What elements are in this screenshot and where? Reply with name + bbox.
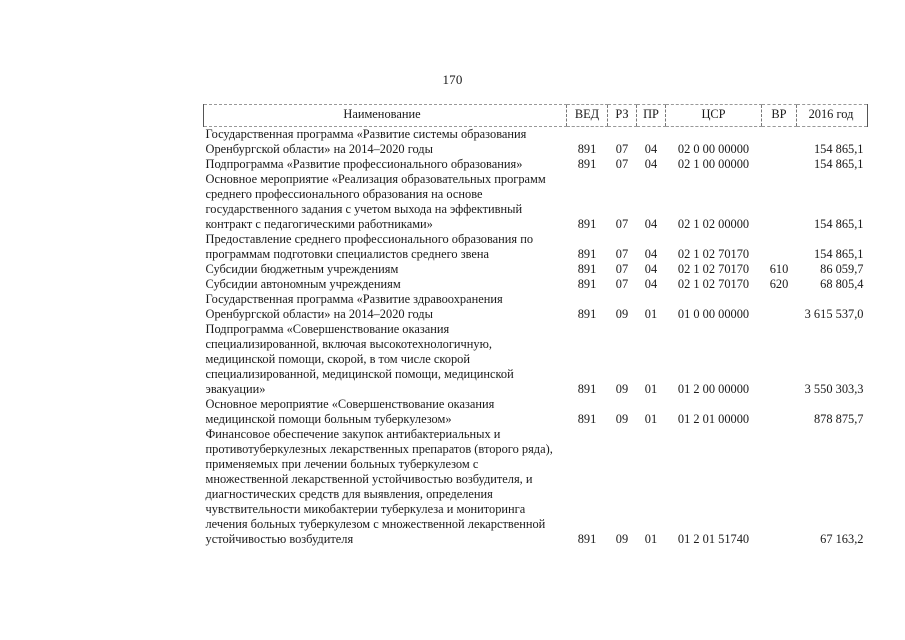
row-name: Основное мероприятие «Совершенствование оказания медицинской помощи больным туберкулезом» [205, 397, 495, 426]
row-pr: 01 [644, 412, 658, 426]
row-csr: 02 1 02 70170 [677, 277, 750, 291]
row-csr: 01 2 01 00000 [677, 412, 750, 426]
row-csr: 01 0 00 00000 [677, 307, 750, 321]
row-vr [762, 127, 797, 158]
table-row [204, 232, 868, 262]
row-vr [762, 172, 797, 232]
header-rz: РЗ [608, 105, 637, 127]
row-pr: 04 [644, 277, 658, 291]
row-name: Подпрограмма «Совершенствование оказания специализированной, включая высокотехнологичную, медицинской помощи, скорой, в том числе скорой специализированной, медицинской помощи, медицинской эвакуации» [205, 322, 514, 396]
row-rz: 07 [615, 157, 629, 171]
header-row [204, 105, 868, 127]
row-pr: 01 [644, 307, 658, 321]
budget-table [203, 104, 868, 547]
row-rz: 07 [615, 217, 629, 231]
row-rz: 07 [615, 247, 629, 261]
header-pr: ПР [637, 105, 666, 127]
row-csr: 02 1 00 00000 [677, 157, 750, 171]
row-vr [762, 232, 797, 262]
row-rz: 07 [615, 277, 629, 291]
table-body [204, 127, 868, 548]
row-amount: 86 059,7 [820, 262, 864, 276]
row-vr [762, 427, 797, 547]
row-amount: 67 163,2 [820, 532, 864, 546]
row-csr: 01 2 00 00000 [677, 382, 750, 396]
row-pr: 04 [644, 217, 658, 231]
row-amount: 878 875,7 [813, 412, 864, 426]
row-amount: 154 865,1 [813, 247, 864, 261]
row-name: Субсидии автономным учреждениям [205, 277, 401, 291]
row-rz: 07 [615, 142, 629, 156]
row-amount: 3 550 303,3 [804, 382, 864, 396]
row-csr: 02 0 00 00000 [677, 142, 750, 156]
row-rz: 07 [615, 262, 629, 276]
header-ved: ВЕД [567, 105, 608, 127]
row-csr: 02 1 02 70170 [677, 262, 750, 276]
row-vr [762, 157, 797, 172]
row-csr: 02 1 02 70170 [677, 247, 750, 261]
row-vr [762, 292, 797, 322]
table-row [204, 157, 868, 172]
table-row [204, 292, 868, 322]
row-vr [762, 322, 797, 397]
row-pr: 01 [644, 382, 658, 396]
page-number: 170 [442, 72, 463, 87]
table-row [204, 262, 868, 277]
row-name: Субсидии бюджетным учреждениям [205, 262, 399, 276]
row-ved: 891 [577, 262, 597, 276]
row-pr: 04 [644, 262, 658, 276]
row-name: Государственная программа «Развитие здравоохранения Оренбургской области» на 2014–2020 годы [205, 292, 503, 321]
header-csr: ЦСР [666, 105, 762, 127]
row-pr: 04 [644, 157, 658, 171]
table-row [204, 397, 868, 427]
table-row [204, 172, 868, 232]
row-ved: 891 [577, 412, 597, 426]
row-vr: 620 [769, 277, 789, 291]
header-year: 2016 год [797, 105, 868, 127]
row-vr: 610 [769, 262, 789, 276]
row-rz: 09 [615, 532, 629, 546]
row-ved: 891 [577, 277, 597, 291]
row-amount: 68 805,4 [820, 277, 864, 291]
row-name: Предоставление среднего профессионального образования по программам подготовки специалистов среднего звена [205, 232, 534, 261]
row-name: Основное мероприятие «Реализация образовательных программ среднего профессионального образования на основе государственного задания с учетом выхода на эффективный контракт с педагогическими работниками» [205, 172, 546, 231]
table-row [204, 127, 868, 158]
header-name: Наименование [204, 105, 567, 127]
row-amount: 3 615 537,0 [804, 307, 864, 321]
row-amount: 154 865,1 [813, 217, 864, 231]
row-ved: 891 [577, 217, 597, 231]
table-row [204, 322, 868, 397]
row-ved: 891 [577, 307, 597, 321]
row-csr: 02 1 02 00000 [677, 217, 750, 231]
row-rz: 09 [615, 382, 629, 396]
row-name: Финансовое обеспечение закупок антибактериальных и противотуберкулезных лекарственных препаратов (второго ряда), применяемых при лечении больных туберкулезом с множественной лекарственной устойчивостью возбудителя, и диагностических средств для выявления, определения чувствительности микобактерии туберкулеза и мониторинга лечения больных туберкулезом с множественной лекарственной устойчивостью возбудителя [205, 427, 553, 546]
row-name: Государственная программа «Развитие системы образования Оренбургской области» на 2014–2020 годы [205, 127, 527, 156]
row-pr: 01 [644, 532, 658, 546]
row-ved: 891 [577, 532, 597, 546]
row-vr [762, 397, 797, 427]
row-pr: 04 [644, 247, 658, 261]
row-rz: 09 [615, 307, 629, 321]
row-rz: 09 [615, 412, 629, 426]
row-amount: 154 865,1 [813, 157, 864, 171]
row-ved: 891 [577, 142, 597, 156]
table-row [204, 427, 868, 547]
row-ved: 891 [577, 382, 597, 396]
header-vr: ВР [762, 105, 797, 127]
row-ved: 891 [577, 247, 597, 261]
row-ved: 891 [577, 157, 597, 171]
table-row [204, 277, 868, 292]
table-header [204, 105, 868, 127]
row-name: Подпрограмма «Развитие профессионального образования» [205, 157, 523, 171]
row-csr: 01 2 01 51740 [677, 532, 750, 546]
row-amount: 154 865,1 [813, 142, 864, 156]
row-pr: 04 [644, 142, 658, 156]
